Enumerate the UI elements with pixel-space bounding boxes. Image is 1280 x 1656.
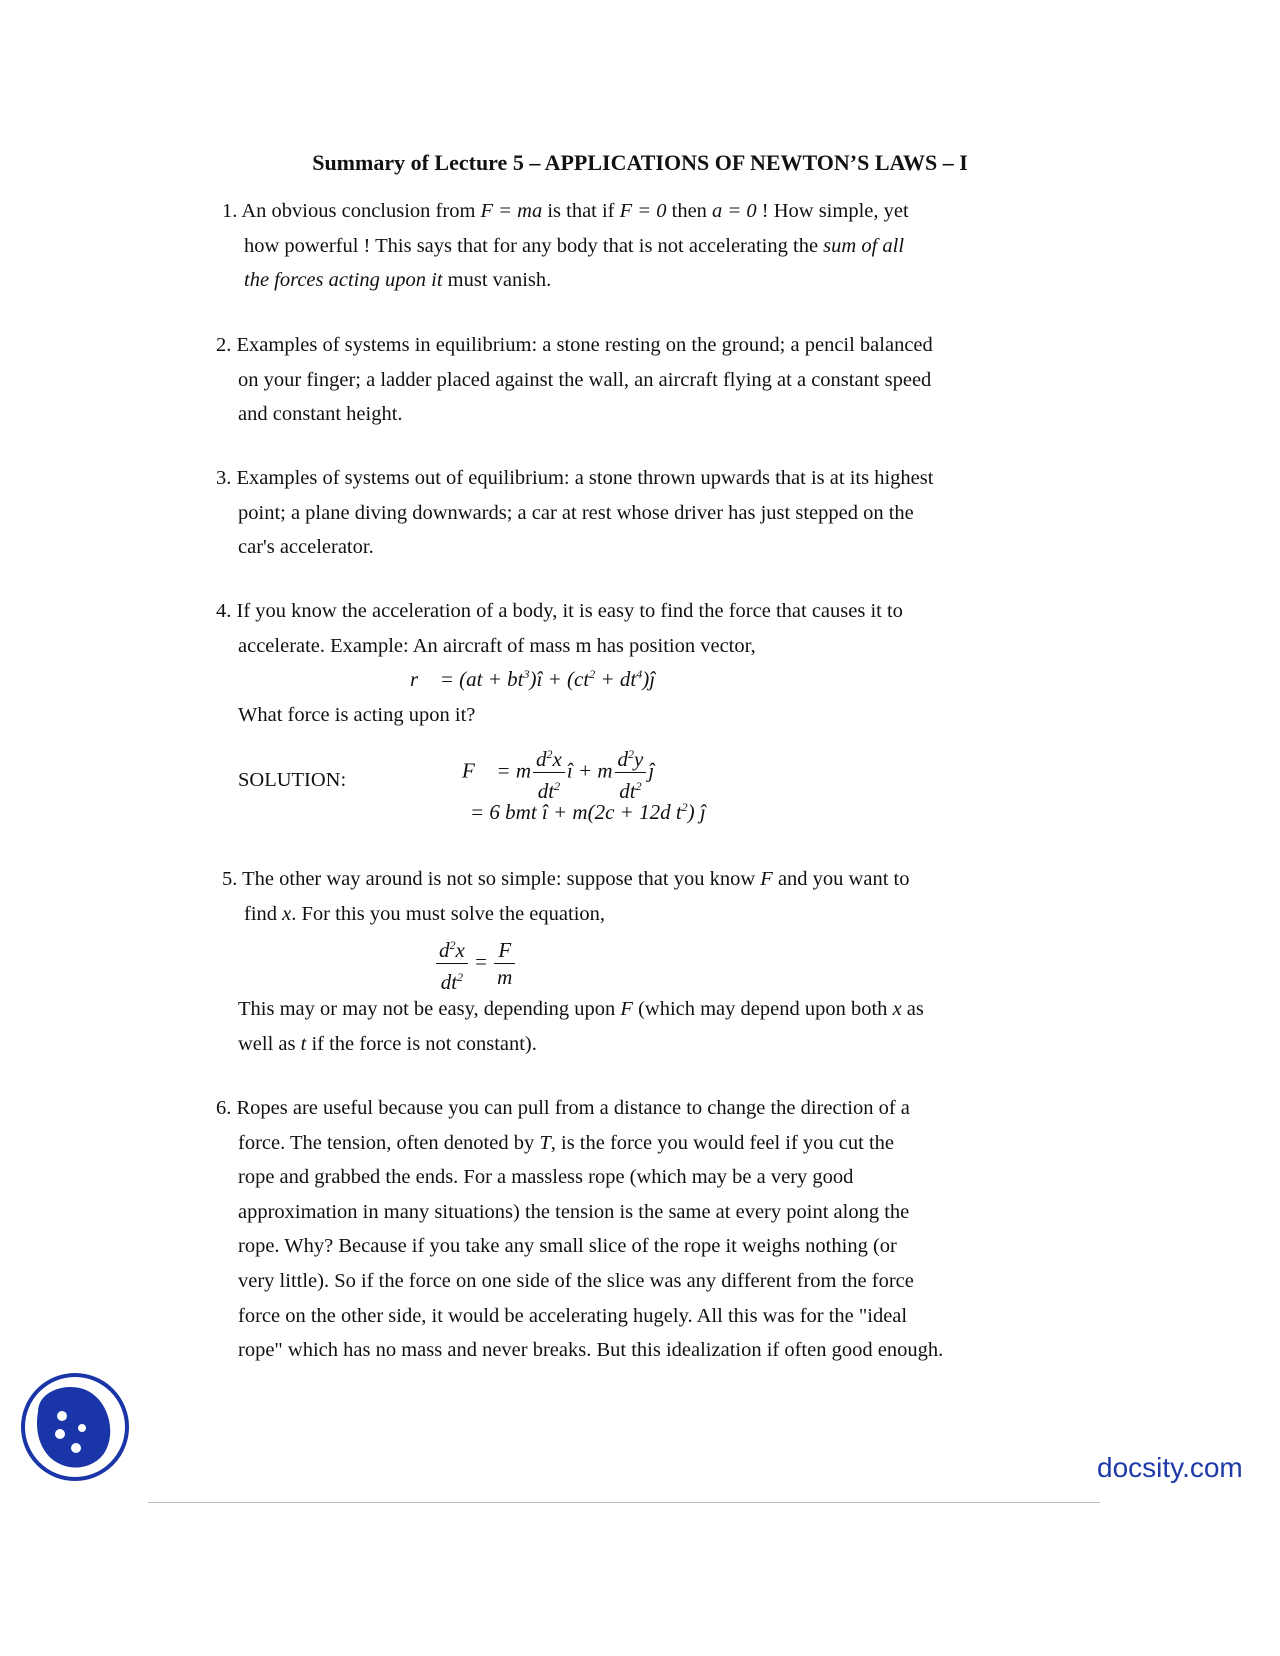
item-3-line-1: 3. Examples of systems out of equilibrium: a stone thrown upwards that is at its highest: [216, 467, 934, 489]
item-6-line-3: rope and grabbed the ends. For a massless rope (which may be a very good: [238, 1166, 854, 1189]
list-item-4: [216, 594, 903, 663]
list-item-6: [216, 1091, 943, 1368]
footer-divider: [148, 1502, 1100, 1503]
item-5-after: [238, 992, 924, 1061]
item-6-line-4: approximation in many situations) the tension is the same at every point along the: [238, 1200, 910, 1223]
item-3-line-2: point; a plane diving downwards; a car at rest whose driver has just stepped on the: [238, 501, 914, 524]
force-equation: F⃗ = m $\frac{d^2x}{dt^2}$ î + m $\frac{d^2y}{dt^2}$ ĵ: [462, 741, 654, 804]
d2x-fraction: $\frac{d^2x}{dt^2}$: [533, 741, 565, 804]
force-result: = 6 bmt î + m(2c + 12d $t^2$) ĵ: [470, 800, 706, 824]
item-2-line-3: and constant height.: [238, 403, 403, 426]
item-6-line-1: 6. Ropes are useful because you can pull from a distance to change the direction of a: [216, 1097, 910, 1119]
d2y-fraction: $\frac{d^2y}{dt^2}$: [615, 741, 647, 804]
item-6-line-6: very little). So if the force on one side of the slice was any different from the force: [238, 1269, 914, 1292]
item-4-line-2: accelerate. Example: An aircraft of mass m has position vector,: [238, 634, 756, 657]
item-1-line-1: 1. An obvious conclusion from F = ma is that if F = 0 then a = 0 ! How simple, yet: [222, 200, 909, 222]
list-item-3: [216, 461, 933, 565]
item-5-after-line-2: well as t if the force is not constant).: [238, 1032, 537, 1055]
item-6-line-8: rope" which has no mass and never breaks. But this idealization if often good enough.: [238, 1339, 944, 1362]
docsity-logo-icon[interactable]: [20, 1372, 130, 1482]
docsity-brand-link[interactable]: docsity.com: [1097, 1452, 1243, 1483]
d2x-dt2-fraction: $\frac{d^2x}{dt^2}$: [436, 932, 468, 995]
item-2-line-1: 2. Examples of systems in equilibrium: a stone resting on the ground; a pencil balanced: [216, 334, 933, 356]
item-1-line-3: the forces acting upon it must vanish.: [244, 269, 552, 292]
f-over-m-fraction: $\frac{F}{m}$: [494, 937, 515, 990]
item-6-line-5: rope. Why? Because if you take any small slice of the rope it weighs nothing (or: [238, 1235, 897, 1258]
item-5-line-2: find x. For this you must solve the equation,: [244, 902, 606, 925]
list-item-1: [222, 194, 909, 298]
newton-second-law-equation: $\frac{d^2x}{dt^2}$ = $\frac{F}{m}$: [434, 932, 517, 995]
list-item-5: [222, 862, 909, 931]
page-title: Summary of Lecture 5 – APPLICATIONS OF NEWTON’S LAWS – I: [312, 150, 968, 175]
position-vector-equation: r⃗ = $(at + bt^3)î + (ct^2$ + $dt^4)ĵ$: [410, 667, 656, 691]
item-5-line-1: 5. The other way around is not so simple: suppose that you know F and you want to: [222, 868, 910, 890]
item-6-line-2: force. The tension, often denoted by T, is the force you would feel if you cut the: [238, 1131, 895, 1154]
list-item-2: [216, 328, 933, 432]
solution-label: SOLUTION:: [238, 769, 347, 791]
item-1-line-2: how powerful ! This says that for any body that is not accelerating the sum of all: [244, 234, 905, 257]
item-3-line-3: car's accelerator.: [238, 536, 374, 559]
item-4-line-1: 4. If you know the acceleration of a body, it is easy to find the force that causes it to: [216, 600, 903, 622]
item-6-line-7: force on the other side, it would be accelerating hugely. All this was for the "ideal: [238, 1304, 908, 1327]
item-5-after-line-1: This may or may not be easy, depending upon F (which may depend upon both x as: [238, 998, 924, 1020]
item-2-line-2: on your finger; a ladder placed against the wall, an aircraft flying at a constant speed: [238, 368, 932, 391]
item-4-question: What force is acting upon it?: [238, 704, 476, 726]
